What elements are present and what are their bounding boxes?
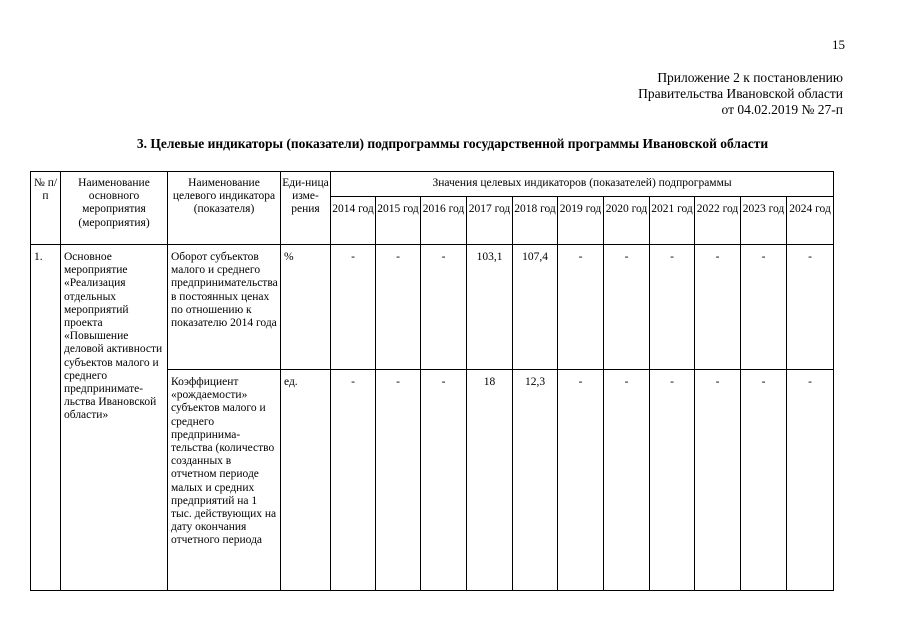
header-unit: Еди-ница изме-рения	[281, 172, 331, 245]
row-num: 1.	[31, 245, 61, 591]
row-value: -	[558, 245, 604, 370]
appendix-line-2: Правительства Ивановской области	[638, 86, 843, 101]
header-year: 2017 год	[467, 197, 513, 245]
header-activity: Наименование основного мероприятия (мероприятия)	[61, 172, 168, 245]
header-values-group: Значения целевых индикаторов (показателей) подпрограммы	[331, 172, 834, 197]
page-number: 15	[832, 37, 845, 52]
row-indicator: Оборот субъектов малого и среднего предпринимательства в постоянных ценах по отношению к показателю 2014 года	[168, 245, 281, 370]
header-year: 2016 год	[421, 197, 467, 245]
row-value: -	[331, 370, 376, 591]
row-value: 12,3	[513, 370, 558, 591]
row-value: -	[695, 245, 741, 370]
appendix-line-3: от 04.02.2019 № 27-п	[721, 102, 843, 117]
table-row	[31, 245, 834, 370]
header-year: 2015 год	[376, 197, 421, 245]
row-value: -	[787, 370, 834, 591]
indicators-table	[30, 171, 834, 591]
row-value: -	[376, 245, 421, 370]
row-value: 107,4	[513, 245, 558, 370]
row-value: 18	[467, 370, 513, 591]
row-value: -	[421, 370, 467, 591]
document-title: 3. Целевые индикаторы (показатели) подпрограммы государственной программы Ивановской области	[136, 136, 769, 151]
header-year: 2022 год	[695, 197, 741, 245]
header-year: 2024 год	[787, 197, 834, 245]
header-num: № п/п	[31, 172, 61, 245]
row-value: -	[604, 370, 650, 591]
row-indicator: Коэффициент «рождаемости» субъектов малого и среднего предпринима-тельства (количество созданных в отчетном периоде малых и средних предприятий на 1 тыс. действующих на дату окончания отчетного периода	[168, 370, 281, 591]
row-value: -	[604, 245, 650, 370]
appendix-note	[638, 70, 843, 118]
header-year: 2021 год	[650, 197, 695, 245]
row-value: -	[421, 245, 467, 370]
row-value: -	[650, 245, 695, 370]
appendix-line-1: Приложение 2 к постановлению	[657, 70, 843, 85]
row-value: -	[741, 370, 787, 591]
row-value: -	[787, 245, 834, 370]
row-value: -	[376, 370, 421, 591]
header-year: 2019 год	[558, 197, 604, 245]
header-year: 2020 год	[604, 197, 650, 245]
row-activity: Основное мероприятие «Реализация отдельных мероприятий проекта «Повышение деловой активности субъектов малого и среднего предпринимате-льства Ивановской области»	[61, 245, 168, 591]
header-year: 2023 год	[741, 197, 787, 245]
row-value: -	[695, 370, 741, 591]
header-row-1	[31, 172, 834, 197]
row-value: -	[650, 370, 695, 591]
row-value: 103,1	[467, 245, 513, 370]
row-value: -	[741, 245, 787, 370]
header-year: 2014 год	[331, 197, 376, 245]
header-year: 2018 год	[513, 197, 558, 245]
header-indicator: Наименование целевого индикатора (показателя)	[168, 172, 281, 245]
row-value: -	[331, 245, 376, 370]
row-unit: %	[281, 245, 331, 370]
row-value: -	[558, 370, 604, 591]
row-unit: ед.	[281, 370, 331, 591]
